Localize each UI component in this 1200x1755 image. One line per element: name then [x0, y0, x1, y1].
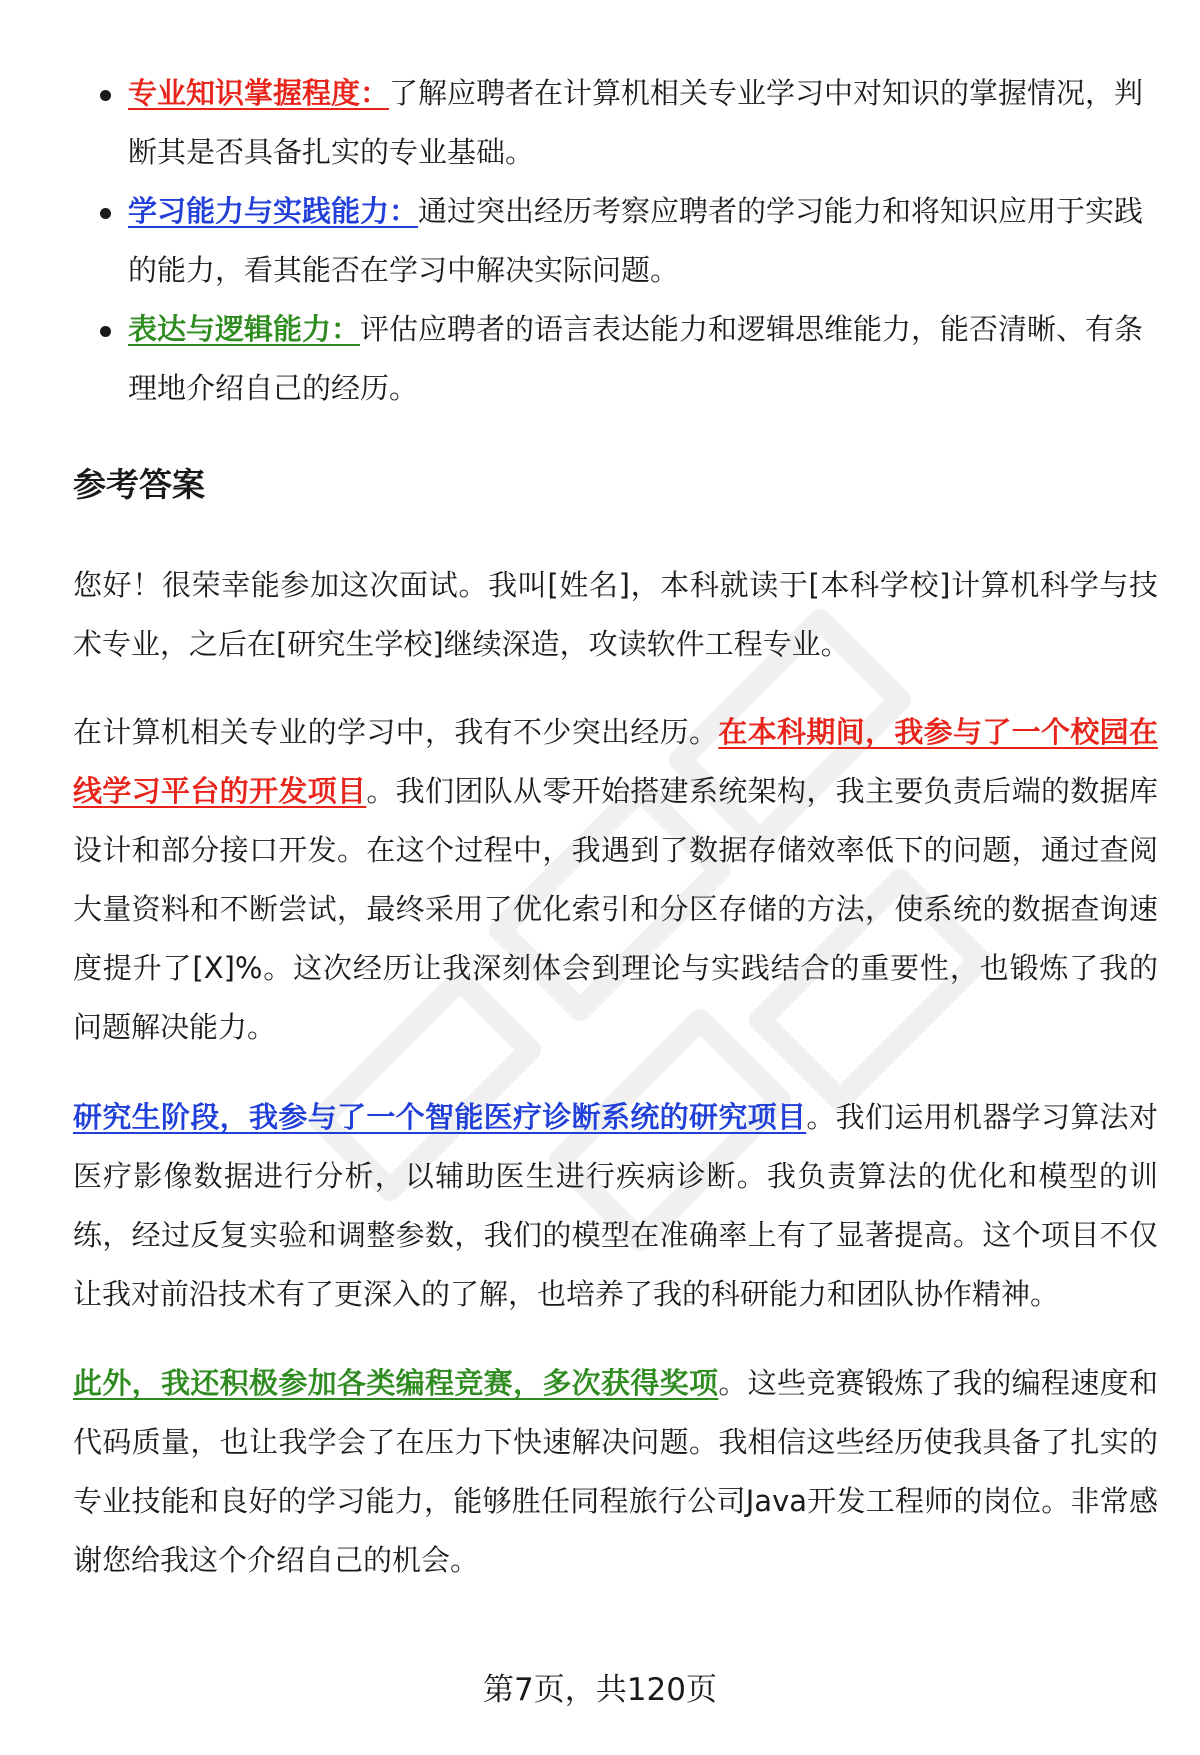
paragraph-highlight: 在本科期间，我参与了一个校园在线学习平台的开发项目 — [73, 715, 1158, 808]
bullet-text: 评估应聘者的语言表达能力和逻辑思维能力，能否清晰、有条理地介绍自己的经历。 — [128, 312, 1144, 405]
answer-paragraph-undergrad — [73, 703, 1158, 1057]
bullet-icon — [100, 326, 111, 337]
section-title: 参考答案 — [73, 465, 205, 504]
bullet-icon — [100, 90, 111, 101]
paragraph-highlight: 此外，我还积极参加各类编程竞赛，多次获得奖项 — [73, 1366, 719, 1400]
bullet-highlight: 专业知识掌握程度： — [128, 76, 390, 110]
evaluation-points-list — [96, 64, 1151, 418]
bullet-highlight: 学习能力与实践能力： — [128, 194, 419, 228]
page-number: 第7页，共120页 — [483, 1672, 717, 1708]
list-item — [96, 300, 1151, 418]
paragraph-body: 。我们运用机器学习算法对医疗影像数据进行分析，以辅助医生进行疾病诊断。我负责算法的优化和模型的训练，经过反复实验和调整参数，我们的模型在准确率上有了显著提高。这个项目不仅让我对前沿技术有了更深入的了解，也培养了我的科研能力和团队协作精神。 — [73, 1100, 1158, 1311]
bullet-highlight: 表达与逻辑能力： — [128, 312, 361, 346]
bullet-text: 通过突出经历考察应聘者的学习能力和将知识应用于实践的能力，看其能否在学习中解决实际问题。 — [128, 194, 1144, 287]
paragraph-lead: 在计算机相关专业的学习中，我有不少突出经历。 — [73, 715, 719, 749]
paragraph-body: 。这些竞赛锻炼了我的编程速度和代码质量，也让我学会了在压力下快速解决问题。我相信这些经历使我具备了扎实的专业技能和良好的学习能力，能够胜任同程旅行公司Java开发工程师的岗位。非常感谢您给我这个介绍自己的机会。 — [73, 1366, 1158, 1577]
answer-paragraph-intro: 您好！很荣幸能参加这次面试。我叫[姓名]，本科就读于[本科学校]计算机科学与技术专业，之后在[研究生学校]继续深造，攻读软件工程专业。 — [73, 568, 1158, 661]
answer-paragraph-competitions — [73, 1354, 1158, 1590]
answer-paragraph-graduate — [73, 1088, 1158, 1324]
list-item — [96, 182, 1151, 300]
paragraph-highlight: 研究生阶段，我参与了一个智能医疗诊断系统的研究项目 — [73, 1100, 807, 1134]
bullet-text: 了解应聘者在计算机相关专业学习中对知识的掌握情况，判断其是否具备扎实的专业基础。 — [128, 76, 1144, 169]
list-item — [96, 64, 1151, 182]
paragraph-body: 。我们团队从零开始搭建系统架构，我主要负责后端的数据库设计和部分接口开发。在这个过程中，我遇到了数据存储效率低下的问题，通过查阅大量资料和不断尝试，最终采用了优化索引和分区存储的方法，使系统的数据查询速度提升了[X]%。这次经历让我深刻体会到理论与实践结合的重要性，也锻炼了我的问题解决能力。 — [73, 774, 1158, 1044]
bullet-icon — [100, 208, 111, 219]
